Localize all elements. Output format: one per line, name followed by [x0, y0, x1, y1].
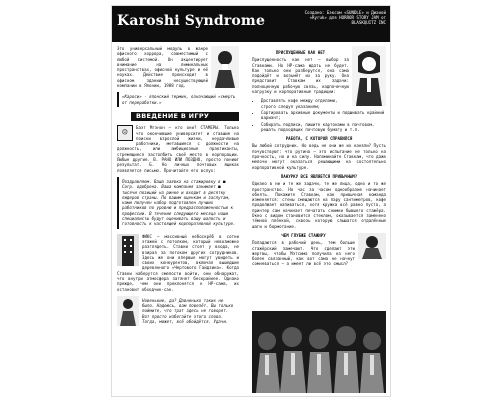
skyscraper-illustration [117, 234, 139, 266]
building-paragraph: ФИКС – массивный небоскрёб в сотни этажей с потолком, который невозможно разглядеть. Ставки стоят у входа, не взирая за потоком других сотрудников. Здесь же они впервые могут увидеть и своих конкурентов, включая вышедшие деревянного «Чертового Гайдзина». Когда Ставки наберутся смелости войти, они обнаружат, что внутри атмосфера затянет бескрайнее. Однако прежде, чем они преклонятся к НР-сама, их остановит обходчик-сан. [117, 233, 239, 292]
page-title: Karoshi Syndrome [117, 13, 266, 29]
janitor-illustration [117, 296, 139, 326]
subheading-3: ПАНУРКУ ВСЕ ЯВЛЯЕТСЯ ПРИВЫЧНЫМ? [280, 173, 358, 179]
right-paragraph-3: Однако в ни и те же задачи, те же лица, одно и то же пространство. Но час за часом однообразие начинает обнять. Покажите Ставкам, как привычная команда изменяется: стены смещаются на пару сантиметров, кофе продолжает напиваться, хотя кружка всё равно пуста, а принтер сам начинает печатать снимки бывшего стажёра. Окно с видом становится стеклом, оказывается заменено тёмной плёнкой, сквозь которую слышатся отдалённые шаги и бормотание. [252, 181, 386, 229]
task-item: • Собирать подписи, пишите картонами в пачтовом, решать подходящих почтовую бумагу и т.п. [261, 122, 386, 133]
section-title-intro: ВВЕДЕНИЕ В ИГРУ [131, 112, 239, 121]
face-icon: ☺ [117, 125, 133, 141]
page-header [112, 6, 390, 42]
right-paragraph-4: Попадаются в рабочий день, тем больше стажёрский замечают. Что сделают эти жертвы, чтобы Мэтсима получила на него более связанный, как вот сама не начнут сомневаться – а имеет ли всё это смысл? [252, 240, 355, 267]
subheading-2: РАБОТА, С КОТОРОЙ СПРАВИЛСЯ [285, 136, 353, 142]
intro-paragraph: Это универсальный модуль в жанре офисного хоррора, совместимый с любой системой. Он акцентирует внимание на лиминальных пространствах, офисной культуре и её ноуках. Действие происходит в офисном здании несуществующей компании в Японии, 1988 год. [117, 46, 208, 89]
crowd-illustration [252, 311, 386, 393]
intro-body-paragraph: Баэт Mгэнон – кто они? СТАМЕРЫ. Только что окончившие университет и ставшие на поиски взрослой жизни, неудачливые работники, метавшиеся с должности на должность, или амбициозные практиканты, стремящиеся застолбить своё место в корпорации. Любые другие. В. РАНО ИЛИ ПОЗДНО, просто пониют результат. Б. Но личных почтовых ящиках появляется письмо. Прочитайте его вслух: [117, 125, 239, 173]
right-paragraph-1: Приспущенность как нет — выбор за Ставками. Но НР-сама ждать не будет. Как только они разберутся, она сама подойдёт и возьмёт их за руку. Она представит Ставкам их задачи: полноценную рабочую связь, надпочечную нагрузку и корпоративные традиции: [252, 57, 349, 95]
credits-text: Создано: Бэксом «SUNDLE» и Дианой «Ryruk» для HORROR STORY JAM от BLASKQUITZ INC [304, 10, 386, 26]
left-column [117, 46, 239, 331]
character-illustration [211, 46, 239, 88]
definition-quote: «Карoси» - японский термин, означающий «смерть от переработки.» [117, 92, 239, 107]
right-paragraph-2: Вы любой сотрудник. Но ведь не они же их наняли? Пусть почувствуют: что рутина – это испытание не только на прочность, но и на силу. Напоминайте Ставкам, что даже мелочи могут оказаться решающими на состоятельно корпоративной культуре. [252, 143, 386, 170]
task-item: • Доставлять кофе между отделами, строго следуя указаниям; [261, 98, 386, 109]
worker-illustration [358, 233, 386, 259]
manager-illustration [352, 46, 386, 106]
task-item: • Сортировать архивные документы и подшивать крайний вариант; [261, 110, 386, 121]
letter-quote: Поздравляем. Ваша заявка на стажировку в ■ Corp. одобрена. Ваша компания занимает ■ тысячи позиций на ринке и входит в десятку лидеров страны. По вашим оценкам и заслугам, нами получен набор подготовлен лучших работников по уровню и предрасположенностью к профессии. В течение следующего месяца наши специалисты будут оценивать вашу шалость и готовность к настоящей корпоративной культуре. [117, 177, 239, 229]
subheading-4: ЧЕМ ГЛУБЖЕ СТАЖИРУ [281, 232, 326, 238]
subheading-1: ПРИСПУЩЕННЫЕ КАК НЕТ [275, 50, 326, 55]
janitor-quote: Новенькие, да? Давненько таких не было. Надеюсь, вам повезёт. Вы только поймите, что трат здесь не говорят. Вот просто избегайте этого слова. Тогда, может, всё обойдётся. Удачи. [117, 296, 239, 326]
document-page [112, 6, 390, 396]
right-column [252, 46, 386, 271]
